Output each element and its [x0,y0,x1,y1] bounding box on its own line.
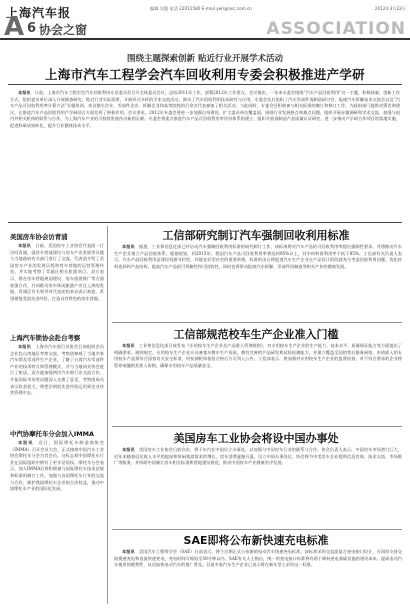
sidebar-paragraph [10,243,104,302]
sidebar-item [10,344,104,420]
sidebar-item [10,243,104,325]
newspaper-name: 上海汽车报 [6,6,72,20]
article-body [114,549,402,603]
sidebar-byline: 本报讯 [18,440,34,445]
section-name: 协会之窗 [39,23,88,37]
article-rule [112,529,402,530]
lead-rule [8,84,402,85]
issue-date: 2012年3月22日 [374,6,406,11]
sidebar-title-imma: 中汽协摩托车分会加入IMMA [10,430,94,438]
sidebar-text: 上海市汽车锁行业协会日前组织会员企业赴台湾地区考察交流。考察团参观了当地多家汽车锁及零部件生产企业，了解了台湾汽车零部件产业的技术特点和管理模式，并与当地同业协会进行了座谈。双方就加强两岸汽车锁行业交流合作、开拓国际市场等问题深入交换了意见，考察团成员表示收获很大，将把学到的先进经验运用到企业经营管理中去。 [10,344,104,396]
article-paragraph [114,244,402,270]
article-byline: 本报讯 [122,549,135,554]
article-rule [112,426,402,427]
article-paragraph [114,343,402,369]
article-text: 工业和信息化部日前发布《专用校车生产企业及产品准入管理规则》，对专用校车生产企业的生产能力、技术水平、质量保证能力等方面提出了明确要求。规则规定，专用校车生产企业应具备客车整车生产资质，拥有完善的产品研发和试验检测能力，并建立覆盖全国的售后服务网络。申请准入的专用校车产品须符合国家有关安全标准，经检测机构检验合格后方可列入公告。工信部表示，将加强对专用校车生产企业的监督检查，对不符合要求的企业将暂停或撤销其准入资格，确保专用校车产品质量安全。 [114,343,402,368]
sidebar-byline: 本报讯 [18,243,31,248]
article-rule [112,322,402,323]
article-byline: 本报讯 [122,447,135,452]
article-text: 美国汽车工程师学会（SAE）日前表示，将于近期正式公布新的电动汽车快速充电标准。该标准采用交直流复合充电接口设计，可同时支持交流慢速充电和直流快速充电，充电时间可缩短至30分钟以内。SAE有关人士指出，统一的充电接口标准将有助于降低充电基础设施的建设成本，提高电动汽车使用的便利性，从而加快电动汽车的推广普及。目前多家汽车生产企业已表示将在新车型上采用这一标准。 [114,549,402,568]
article-headline-rv-china-office: 美国房车工业协会将设中国办事处 [173,432,339,445]
section-name-english: ASSOCIATION [266,19,406,39]
sidebar-text: 近日，国际摩托车制造商协会（IMMA）召开会员大会，正式接纳中国汽车工业协会摩托车分会为其会员。这标志着中国摩托车行业在国际组织中拥有了更多话语权。摩托车分会表示，加入IMMA后将积极参与国际摩托车技术法规和标准的制订工作，加强与各国摩托车行业的交流与合作，维护我国摩托车企业的合法权益，推动中国摩托车产业的国际化发展。 [10,440,104,492]
article-paragraph [114,447,402,467]
editor-contact: 编辑 吴俊 电话 22011580 E-mail yeri@asc.com.cn [150,6,252,11]
lead-body [10,90,400,220]
section-rule [8,222,402,223]
lead-text: 日前，上海市汽车工程学会汽车回收利用专业委员会召开全体委员会议，总结2011年工作，部署2012年工作要点。会议指出，一年来专委会围绕“汽车产品回收利用”这一主题，积极探索、创新工作方式，组织委员单位深入开展调查研究，贴近行业实际需要，开展形式多样的学术交流活动，推动了汽车回收利用技术研究与应用。专委会先后组织了汽车零部件再制造研讨会、报废汽车拆解技术交流会以及“汽车产品可回收利用率计算方法”专题培训，来自整车企业、零部件企业、拆解企业和高等院校的百余名代表参加了相关活动。与此同时，专委会还积极参与相关标准的制订和修订工作，为政府部门提供决策咨询建议，在推进汽车产品回收利用产学研结合方面发挥了积极作用。会议要求，2012年专委会要进一步加强自身建设，扩大委员单位覆盖面，围绕行业发展热点和难点问题，组织开展专题调研和学术交流，加强与国内外相关机构的联系与合作，为上海汽车产业的可持续发展作出新的贡献。专委会将重点推进汽车产品可回收利用率评价体系的建立，组织开展再制造产品质量认证研究，进一步推动产学研合作项目的落地实施，促进科研成果转化，提升行业整体技术水平。 [10,90,400,128]
lead-headline: 上海市汽车工程学会汽车回收利用专委会积极推进产学研 [44,67,365,82]
lead-paragraph [10,90,400,130]
article-headline-recycling-standard: 工信部研究制订汽车强制回收利用标准 [162,229,350,242]
article-paragraph [114,549,402,569]
article-text: 据悉，工业和信息化部已经启动汽车强制回收利用标准的研究制订工作，该标准将对汽车产品的可回收利用率提出强制性要求，并将推动汽车生产企业建立产品回收体系。根据规划，到2015年，我国汽车产品可回收利用率将达到95%以上，其中材料再利用率不低于85%。工信部有关负责人表示，汽车产品回收利用是建设资源节约型、环境友好型社会的重要举措，标准的出台将促进汽车生产企业在产品设计阶段就充分考虑回收利用问题，优化材料选择和产品结构，提高汽车产品的可拆解性和可回收性，同时也将带动报废汽车拆解、零部件再制造等相关产业的健康发展。 [114,244,402,269]
article-body [114,244,402,318]
article-text: 美国房车工业协会日前宣布，将于年内在中国设立办事处，以加强与中国房车行业的联系与合作。协会负责人表示，中国房车市场潜力巨大，近年来随着居民收入水平的提高和休闲旅游需求的增长，房车消费逐渐升温。设立中国办事处后，协会将为中美房车企业提供信息咨询、技术交流、市场推广等服务，并协助中国制订房车相关标准和营地建设规范，推动中国房车产业健康有序发展。 [114,447,402,466]
sidebar-title-rv-association: 美国房车协会访青浦 [10,233,68,241]
column-divider [107,226,108,604]
sidebar-byline: 本报讯 [18,344,31,349]
article-headline-sae-charging: SAE即将公布新快速充电标准 [183,534,329,547]
lead-kicker: 围绕主题探索创新 贴近行业开展学术活动 [127,54,283,64]
article-byline: 本报讯 [122,244,135,249]
article-body [114,447,402,527]
sidebar-text: 日前，美国房车工业协会代表团一行访问青浦，就房车营地建设与房车产业发展等议题与当地政府有关部门进行了交流。代表团介绍了美国房车产业的发展历程和房车营地的运营管理经验，并实地考察了青浦区相关旅游项目。双方表示，将在房车营地规划建设、房车旅游推广等方面加强合作，共同推动房车休闲旅游产业在上海的发展，青浦区有关领导对代表团的来访表示欢迎，希望借鉴美国先进经验，打造具有特色的房车营地。 [10,243,104,301]
page-letter: A [4,12,25,42]
article-headline-school-bus: 工信部规范校车生产企业准入门槛 [173,328,339,341]
sidebar-title-lock-association: 上海汽车锁协会赴台考察 [10,334,81,342]
article-body [114,343,402,423]
lead-byline: 本报讯 [18,90,31,95]
section-number: 6 [27,21,37,36]
masthead [0,0,410,40]
article-byline: 本报讯 [122,343,135,348]
sidebar-paragraph [10,344,104,397]
sidebar-item [10,440,104,602]
sidebar-paragraph [10,440,104,493]
